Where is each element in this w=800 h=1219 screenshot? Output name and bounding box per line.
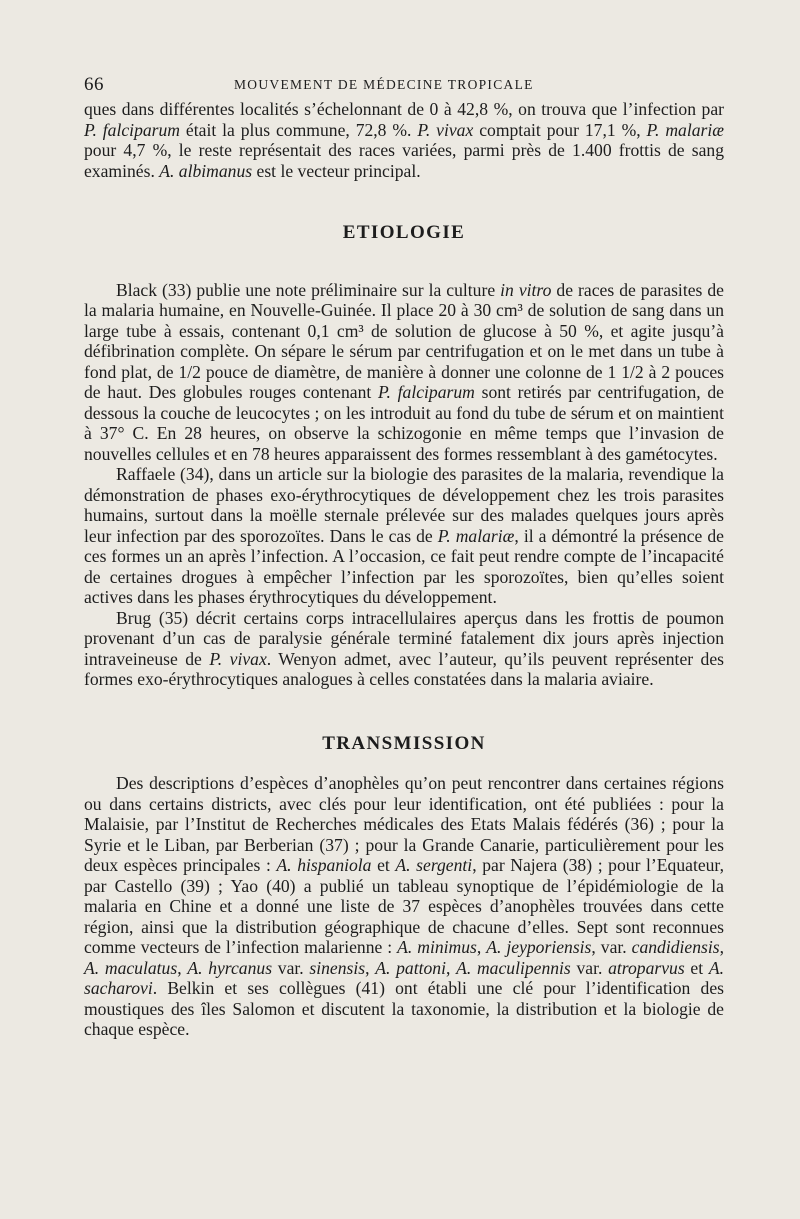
italic-term: A. pattoni — [375, 957, 446, 978]
italic-term: P. falciparum — [378, 382, 475, 402]
transmission-paragraph-1 — [84, 773, 724, 1040]
italic-term: A. maculipennis — [456, 957, 571, 978]
text-run: est le vecteur principal. — [252, 160, 421, 181]
text-run: . Belkin et ses collègues (41) ont établi une clé pour l’identification des moustiques des îles Salomon et discutent la taxonomie, la distribution et la biologie de chaque espèce. — [84, 978, 724, 1039]
intro-paragraph — [84, 99, 724, 181]
section-heading-transmission: TRANSMISSION — [322, 732, 486, 754]
text-run: , — [445, 957, 457, 978]
italic-term: P. vivax — [417, 119, 474, 140]
italic-term: A. albimanus — [159, 160, 253, 181]
running-title: MOUVEMENT DE MÉDECINE TROPICALE — [234, 77, 534, 92]
etiologie-paragraph-3 — [84, 608, 724, 690]
text-run: , il a démontré la présence de ces formes un an après l’infection. A l’occasion, ce fait peut rendre compte de l’incapacité de certaines drogues à empêcher l’infection par les sporozoïtes, bien qu’elles soient actives dans les phases érythrocytiques du développement. — [84, 525, 724, 607]
text-run: , par Najera (38) ; pour l’Equateur, par Castello (39) ; Yao (40) a publié un tableau synoptique de l’épidémiologie de la malaria en Chine et a donné une liste de 37 espèces d’anophèles trouvées dans cette région, ainsi que la distribution géographique de chacune d’elles. Sept sont reconnues comme vecteurs de l’infection malarienne : — [84, 855, 724, 957]
italic-term: P. malariæ — [646, 119, 724, 140]
italic-term: A. minimus — [397, 937, 477, 957]
text-run: était la plus commune, 72,8 %. — [180, 119, 418, 140]
text-run: var. — [272, 957, 310, 978]
text-run: pour 4,7 %, le reste représentait des races variées, parmi près de 1.400 frottis de sang examinés. — [84, 140, 724, 181]
text-run: var. — [570, 957, 609, 978]
italic-term: A. hyrcanus — [187, 957, 273, 978]
text-run: et — [684, 957, 709, 978]
text-run: , — [177, 957, 188, 978]
etiologie-paragraph-2 — [84, 464, 724, 608]
text-run: Des descriptions d’espèces d’anophèles qu’on peut rencontrer dans certaines régions ou dans certains districts, avec clés pour leur identification, ont été publiées : pour la Malaisie, par l’Institut de Recherches médicales des Etats Malais fédérés (36) ; pour la Syrie et le Liban, par Berberian (37) ; pour la Grande Canarie, particulièrement pour les deux espèces principales : — [84, 773, 724, 875]
italic-term: sinensis — [309, 957, 366, 978]
italic-term: A. sergenti — [395, 855, 473, 875]
page-header — [84, 70, 724, 96]
text-run: et — [371, 855, 396, 875]
text-run: , — [365, 957, 376, 978]
etiologie-paragraph-1 — [84, 280, 724, 465]
text-run: ques dans différentes localités s’échelonnant de 0 à 42,8 %, on trouva que l’infection par — [84, 99, 724, 119]
italic-term: P. vivax — [209, 648, 267, 669]
text-run: sont retirés par centrifugation, de dessous la couche de leucocytes ; on les introduit au fond du tube de sérum et on maintient à 37° C. En 28 heures, on observe la schizogonie en même temps que l’invasion de nouvelles cellules et en 78 heures apparaissent des formes ressemblant à des gamétocytes. — [84, 382, 724, 464]
text-run: de races de parasites de la malaria humaine, en Nouvelle-Guinée. Il place 20 à 30 cm³ de solution de sang dans un large tube à essais, contenant 0,1 cm³ de solution de glucose à 50 %, et agite jusqu’à défibrination complète. On sépare le sérum par centrifugation et on le met dans un tube à fond plat, de 1/2 pouce de diamètre, de manière à donner une colonne de 1 1/2 à 2 pouces de haut. Des globules rouges contenant — [84, 279, 724, 402]
text-run: Brug (35) décrit certains corps intracellulaires aperçus dans les frottis de poumon provenant d’un cas de paralysie générale terminé fatalement dix jours après injection intraveineuse de — [84, 607, 724, 669]
text-run: , var. — [591, 937, 632, 957]
text-run: , — [719, 937, 725, 957]
text-run: comptait pour 17,1 %, — [473, 119, 647, 140]
italic-term: A. jeyporiensis — [486, 937, 592, 957]
body-text — [84, 99, 724, 1040]
italic-term: A. sacharovi — [84, 957, 724, 998]
italic-term: atroparvus — [608, 957, 685, 978]
text-run: , — [476, 937, 487, 957]
italic-term: P. malariæ — [437, 525, 515, 546]
page-number: 66 — [84, 74, 104, 95]
italic-term: P. falciparum — [84, 119, 181, 140]
text-run: . Wenyon admet, avec l’auteur, qu’ils peuvent représenter des formes exo-érythrocytiques analogues à celles constatées dans la malaria aviaire. — [84, 648, 725, 689]
italic-term: A. hispaniola — [276, 855, 372, 875]
italic-term: in vitro — [500, 279, 552, 300]
text-run: Black (33) publie une note préliminaire sur la culture — [116, 279, 501, 300]
italic-term: A. maculatus — [84, 957, 178, 978]
text-run: Raffaele (34), dans un article sur la biologie des parasites de la malaria, revendique la démonstration de phases exo-érythrocytiques de développement chez les trois parasites humains, surtout dans la moëlle sternale prélevée sur des malades quelques jours après leur infection par des sporozoïtes. Dans le cas de — [84, 464, 724, 546]
section-heading-etiologie: ETIOLOGIE — [342, 222, 466, 243]
italic-term: candidiensis — [631, 937, 720, 957]
